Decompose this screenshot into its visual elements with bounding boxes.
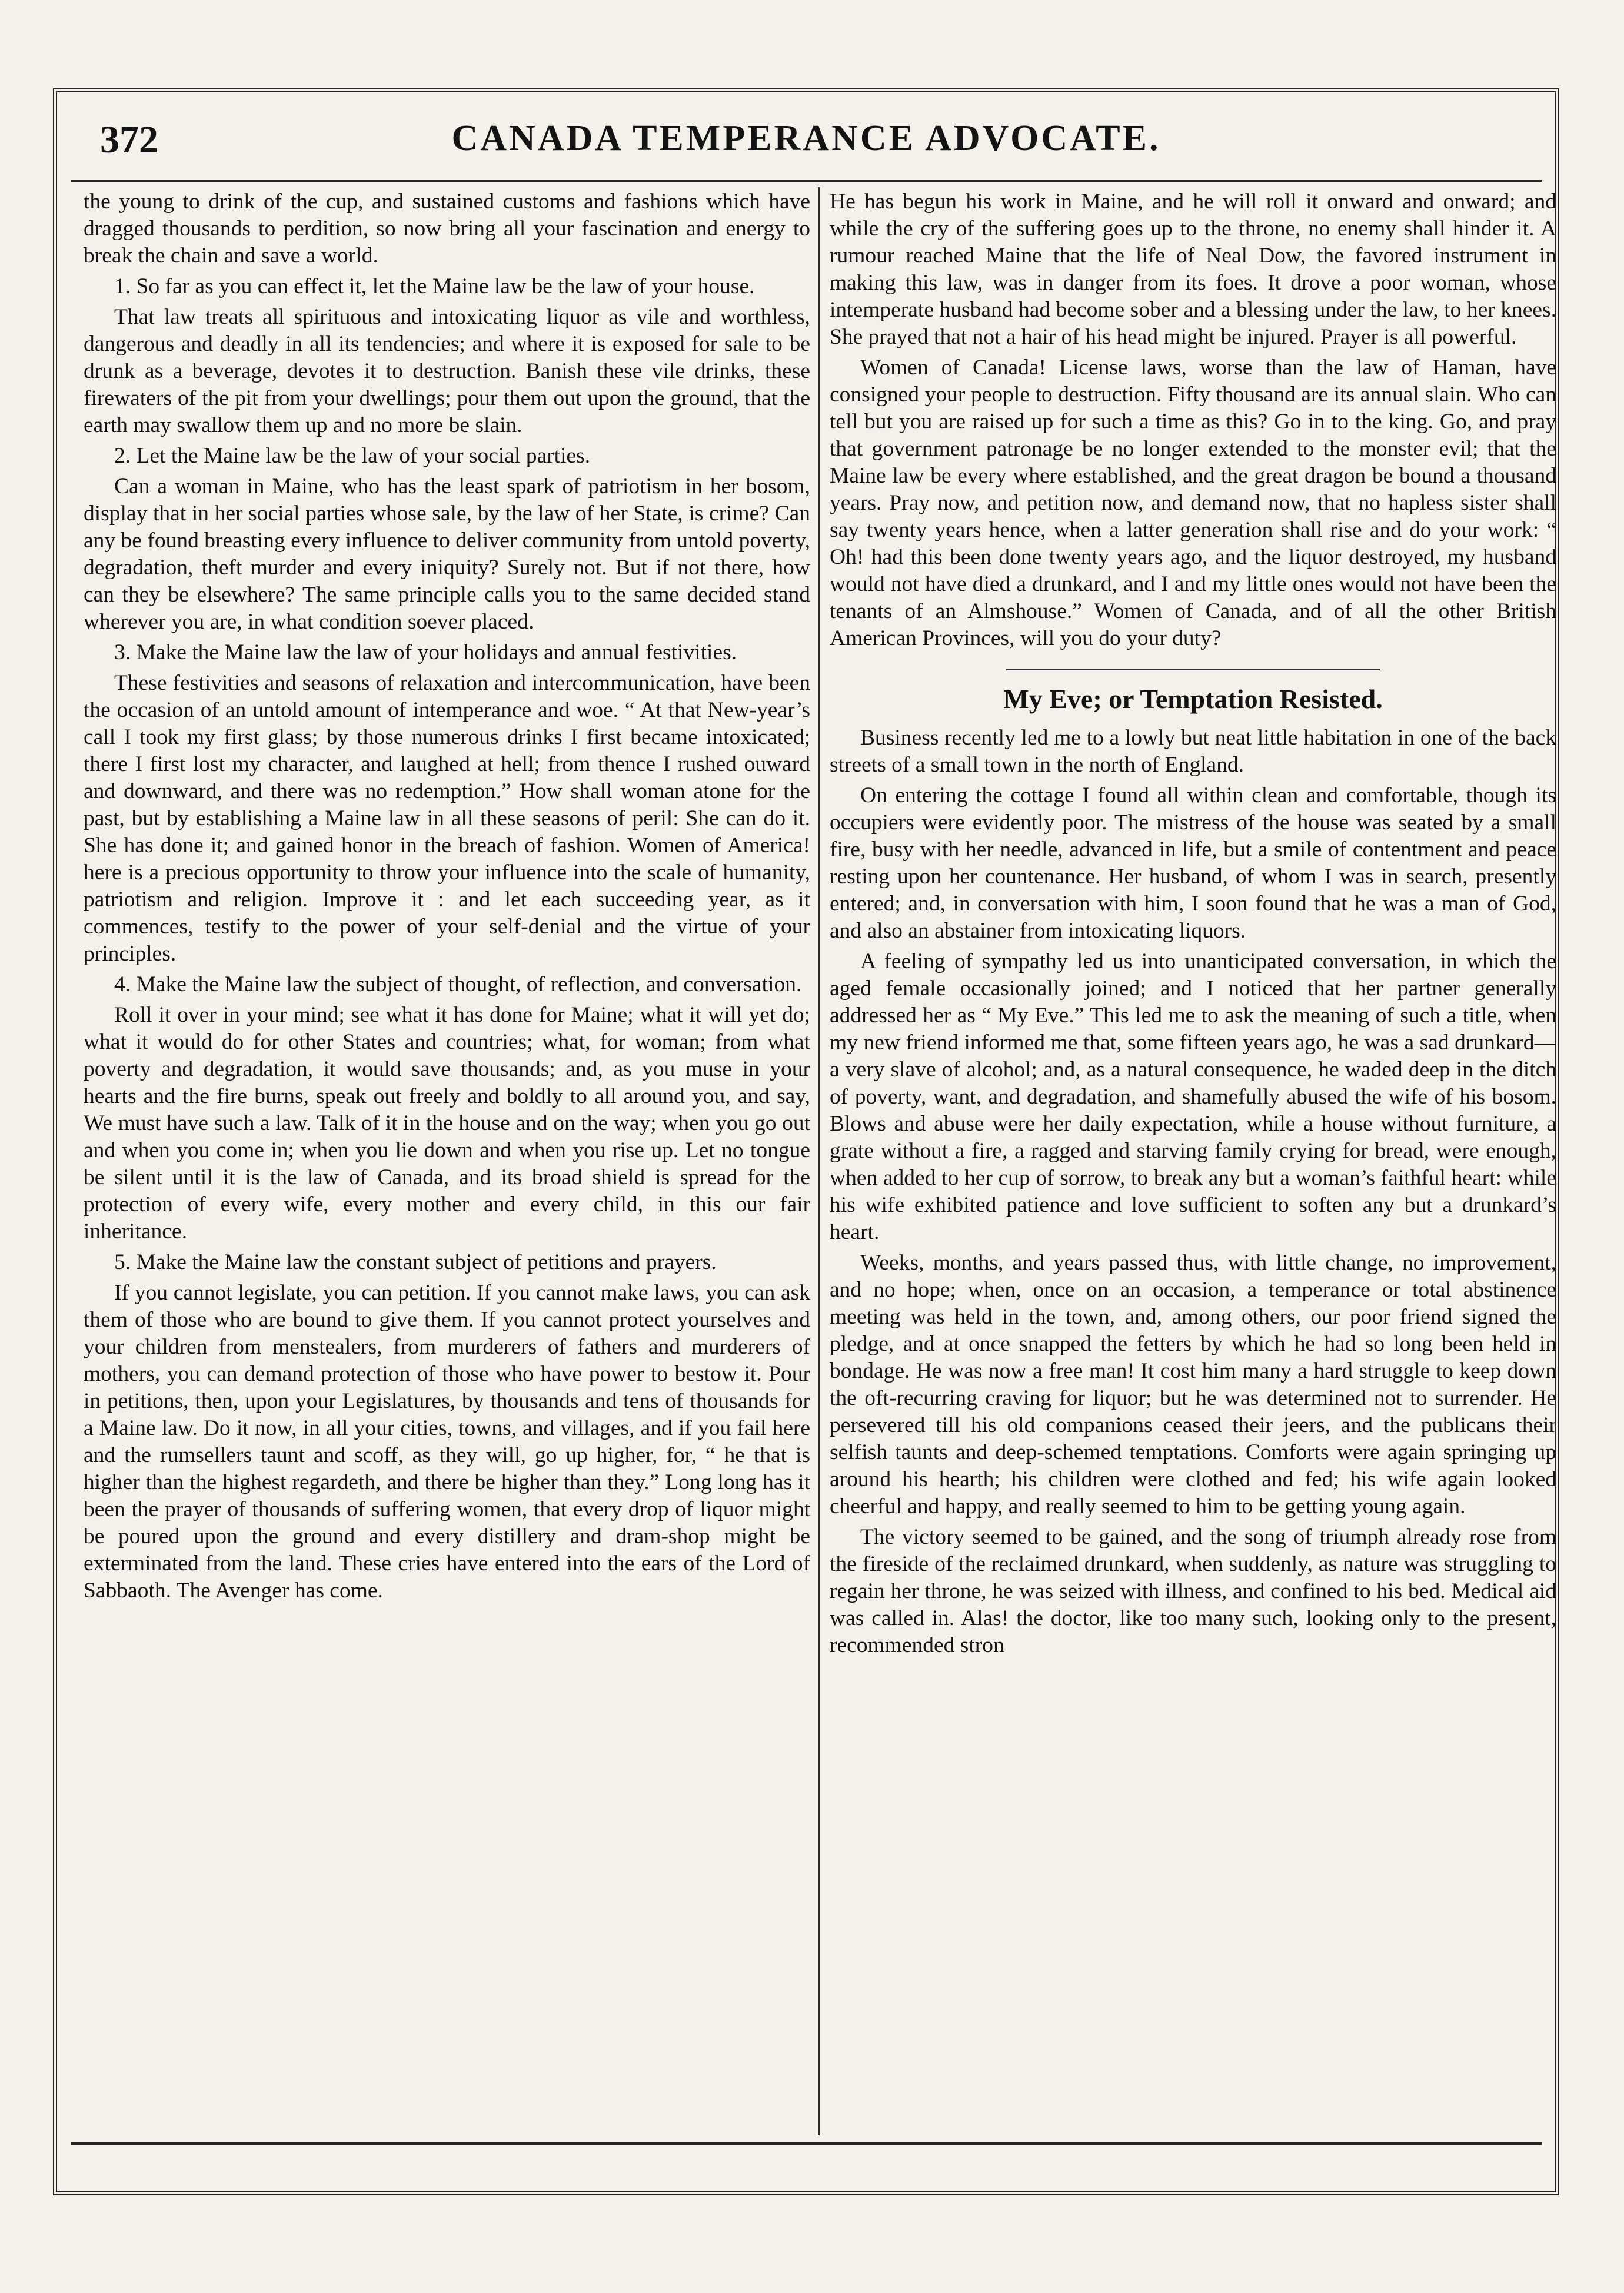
right-column [830,188,1556,2131]
article-title: My Eve; or Temptation Resisted. [1003,684,1383,714]
paragraph: That law treats all spirituous and intoxicating liquor as vile and worthless, dangerous and deadly in all its tendencies; and where it is exposed for sale to be drunk as a beverage, devotes it to destruction. Banish these vile drinks, these firewaters of the pit from your dwellings; pour them out upon the ground, that the earth may swallow them up and no more be slain. [84,305,810,437]
numbered-point: 4. Make the Maine law the subject of thought, of reflection, and conversation. [114,972,802,996]
paragraph: Roll it over in your mind; see what it has done for Maine; what it will yet do; what it would do for other States and countries; what, for woman; from what poverty and degradation, it would save thousands; and, as you muse in your hearts and the fire burns, speak out freely and boldly to all around you, and say, We must have such a law. Talk of it in the house and on the way; when you go out and when you come in; when you lie down and when you rise up. Let no tongue be silent until it is the law of Canada, and its broad shield is spread for the protection of every wife, every mother and every child, in this our fair inheritance. [84,1003,810,1244]
paragraph: A feeling of sympathy led us into unanticipated conversation, in which the aged female occasionally joined; and I noticed that her partner generally addressed her as “ My Eve.” This led me to ask the meaning of such a title, when my new friend informed me that, some fifteen years ago, he was a sad drunkard—a very slave of alcohol; and, as a natural consequence, he waded deep in the ditch of poverty, want, and degradation, and shamefully abused the wife of his bosom. Blows and abuse were her daily expectation, while a house without furniture, a grate without a fire, a ragged and starving family crying for bread, were enough, when added to her cup of sorrow, to break any but a woman’s faithful heart: while his wife exhibited patience and love sufficient to soften any but a drunkard’s heart. [830,949,1556,1244]
header-rule [71,180,1542,182]
paragraph: These festivities and seasons of relaxation and intercommunication, have been the occasion of an untold amount of intemperance and woe. “ At that New-year’s call I took my first glass; by those numerous drinks I first became intoxicated; there I first lost my character, and laughed at hell; from thence I rushed ouward and downward, and there was no redemption.” How shall woman atone for the past, but by establishing a Maine law in all these seasons of peril: She can do it. She has done it; and gained honor in the breach of fashion. Women of America! here is a precious opportunity to throw your influence into the scale of humanity, patriotism and religion. Improve it : and let each succeeding year, as it commences, testify to the power of your self-denial and the virtue of your principles. [84,671,810,966]
column-divider [818,187,820,2135]
paragraph: Weeks, months, and years passed thus, with little change, no improvement, and no hope; when, once on an occasion, a temperance or total abstinence meeting was held in the town, and, among others, our poor friend signed the pledge, and at once snapped the fetters by which he had so long been held in bondage. He was now a free man! It cost him many a hard struggle to keep down the oft-recurring craving for liquor; but he was determined not to surrender. He persevered till his old companions ceased their jeers, and the publicans their selfish taunts and deep-schemed temptations. Comforts were again springing up around his hearth; his children were clothed and fed; his wife again looked cheerful and happy, and really seemed to him to be getting young again. [830,1251,1556,1518]
paragraph: If you cannot legislate, you can petition. If you cannot make laws, you can ask them of those who are bound to give them. If you cannot protect yourselves and your children from menstealers, from murderers of fathers and murderers of mothers, you can demand protection of those who have power to bestow it. Pour in petitions, then, upon your Legislatures, by thousands and tens of thousands for a Maine law. Do it now, in all your cities, towns, and villages, and if you fail here and the rumsellers taunt and scoff, as they will, go up higher, for, “ he that is higher than the highest regardeth, and there be higher than they.” Long long has it been the prayer of thousands of suffering women, that every drop of liquor might be poured upon the ground and every distillery and dram-shop might be exterminated from the land. These cries have entered into the ears of the Lord of Sabbaoth. The Avenger has come. [84,1281,810,1603]
paragraph: Business recently led me to a lowly but neat little habitation in one of the back streets of a small town in the north of England. [830,726,1556,777]
paragraph: On entering the cottage I found all within clean and comfortable, though its occupiers were evidently poor. The mistress of the house was seated by a small fire, busy with her needle, advanced in life, but a smile of contentment and peace resting upon her countenance. Her husband, of whom I was in search, presently entered; and, in conversation with him, I soon found that he was a man of God, and also an abstainer from intoxicating liquors. [830,783,1556,943]
paragraph: The victory seemed to be gained, and the song of triumph already rose from the fireside of the reclaimed drunkard, when suddenly, as nature was struggling to regain her throne, he was seized with illness, and confined to his bed. Medical aid was called in. Alas! the doctor, like too many such, looking only to the present, recommended stron [830,1525,1556,1657]
bottom-rule [71,2142,1542,2145]
left-column [84,188,810,2131]
numbered-point: 1. So far as you can effect it, let the Maine law be the law of your house. [114,274,755,298]
paragraph: Women of Canada! License laws, worse than the law of Haman, have consigned your people to destruction. Fifty thousand are its annual slain. Who can tell but you are raised up for such a time as this? Go in to the king. Go, and pray that government patronage be no longer extended to the monster evil; that the Maine law be every where established, and the great dragon be bound a thousand years. Pray now, and petition now, and demand now, that no hapless sister shall say twenty years hence, when a latter generation shall rise and do your work: “ Oh! had this been done twenty years ago, and the liquor destroyed, my husband would not have died a drunkard, and I and my little ones would not have been the tenants of an Almshouse.” Women of Canada, and of all the other British American Provinces, will you do your duty? [830,355,1556,650]
numbered-point: 2. Let the Maine law be the law of your social parties. [114,444,591,468]
paragraph: Can a woman in Maine, who has the least spark of patriotism in her bosom, display that in her social parties whose sale, by the law of her State, is crime? Can any be found breasting every influence to deliver community from untold poverty, degradation, theft murder and every iniquity? Surely not. But if not there, how can they be elsewhere? The same principle calls you to the same decided stand wherever you are, in what condition soever placed. [84,474,810,634]
numbered-point: 5. Make the Maine law the constant subject of petitions and prayers. [114,1250,717,1274]
running-title: CANADA TEMPERANCE ADVOCATE. [451,118,1161,158]
page-header [82,118,1530,171]
paragraph: the young to drink of the cup, and sustained customs and fashions which have dragged thousands to perdition, so now bring all your fascination and energy to break the chain and save a world. [84,190,810,268]
paragraph: He has begun his work in Maine, and he will roll it onward and onward; and while the cry of the suffering goes up to the throne, no enemy shall hinder it. A rumour reached Maine that the life of Neal Dow, the favored instrument in making this law, was in danger from its foes. It drove a poor woman, whose intemperate husband had become sober and a blessing under the law, to her knees. She prayed that not a hair of his head might be injured. Prayer is all powerful. [830,190,1556,349]
section-rule [1006,669,1380,670]
numbered-point: 3. Make the Maine law the law of your holidays and annual festivities. [114,640,737,664]
page-number: 372 [100,118,158,161]
